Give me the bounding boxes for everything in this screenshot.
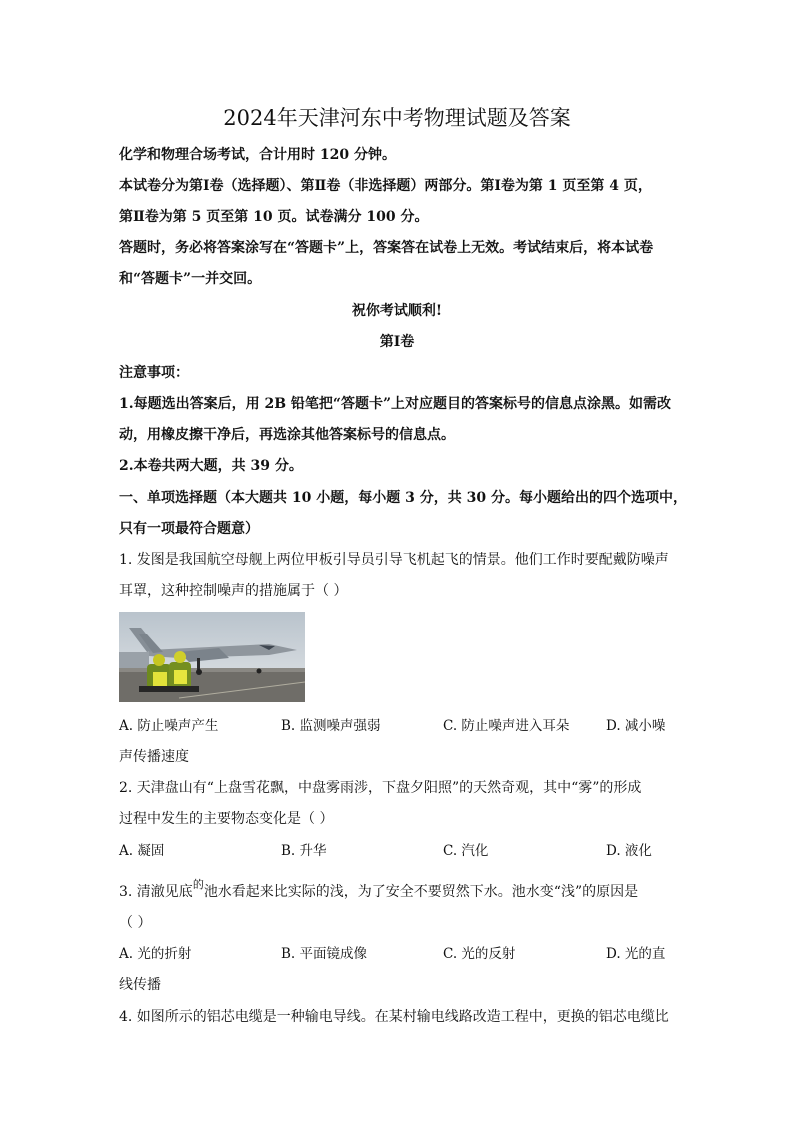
note-line-3: 2.本卷共两大题，共 39 分。 [119,458,303,474]
q1-line-2: 耳罩，这种控制噪声的措施属于（ ） [119,583,348,599]
q3-option-d: D. 光的直 [606,946,666,962]
q3-line-1 [119,878,679,904]
q3-option-c: C. 光的反射 [443,946,516,962]
volume-heading: 第Ⅰ卷 [379,334,415,350]
q3-option-d-wrap: 线传播 [119,977,161,993]
intro-line-1: 化学和物理合场考试，合计用时 120 分钟。 [119,147,396,163]
intro-line-5: 和“答题卡”一并交回。 [119,271,262,287]
q2-option-c: C. 汽化 [443,843,489,859]
q3-line-start: 3. 清澈见底 [119,884,193,900]
section-heading-line-2: 只有一项最符合题意） [119,521,259,537]
aircraft-carrier-photo [119,612,305,702]
q3-line-end: 池水看起来比实际的浅，为了安全不要贸然下水。池水变“浅”的原因是 [203,884,639,900]
q1-option-d-wrap: 声传播速度 [119,749,189,765]
q3-line-2: （ ） [119,915,152,931]
q2-line-1: 2. 天津盘山有“上盘雪花飘，中盘雾雨涉，下盘夕阳照”的天然奇观，其中“雾”的形成 [119,780,642,796]
blessing: 祝你考试顺利! [351,303,443,319]
q2-line-2: 过程中发生的主要物态变化是（ ） [119,811,334,827]
section-heading-line-1: 一、单项选择题（本大题共 10 小题，每小题 3 分，共 30 分。每小题给出的四个选项中， [119,490,687,506]
q2-option-b: B. 升华 [281,843,327,859]
note-line-1: 1.每题选出答案后，用 2B 铅笔把“答题卡”上对应题目的答案标号的信息点涂黑。如需改 [119,396,672,412]
q1-option-d: D. 减小噪 [606,718,666,734]
intro-line-4: 答题时，务必将答案涂写在“答题卡”上，答案答在试卷上无效。考试结束后，将本试卷 [119,240,654,256]
notes-heading: 注意事项： [119,365,189,381]
q1-option-b: B. 监测噪声强弱 [281,718,381,734]
q4-line-1: 4. 如图所示的铝芯电缆是一种输电导线。在某村输电线路改造工程中，更换的铝芯电缆比 [119,1009,669,1025]
intro-line-3: 第Ⅱ卷为第 5 页至第 10 页。试卷满分 100 分。 [119,209,429,225]
q2-option-a: A. 凝固 [119,843,165,859]
q2-option-d: D. 液化 [606,843,652,859]
q1-option-c: C. 防止噪声进入耳朵 [443,718,570,734]
q3-option-b: B. 平面镜成像 [281,946,368,962]
q3-option-a: A. 光的折射 [119,946,192,962]
q1-option-a: A. 防止噪声产生 [119,718,219,734]
jet-takeoff-illustration [119,612,305,702]
intro-line-2: 本试卷分为第Ⅰ卷（选择题）、第Ⅱ卷（非选择题）两部分。第Ⅰ卷为第 1 页至第 4 页， [119,178,652,194]
q3-superscript: 的 [192,878,204,891]
note-line-2: 动，用橡皮擦干净后，再选涂其他答案标号的信息点。 [119,427,455,443]
q1-line-1: 1. 发图是我国航空母舰上两位甲板引导员引导飞机起飞的情景。他们工作时要配戴防噪声 [119,552,669,568]
page-title: 2024年天津河东中考物理试题及答案 [223,106,571,130]
